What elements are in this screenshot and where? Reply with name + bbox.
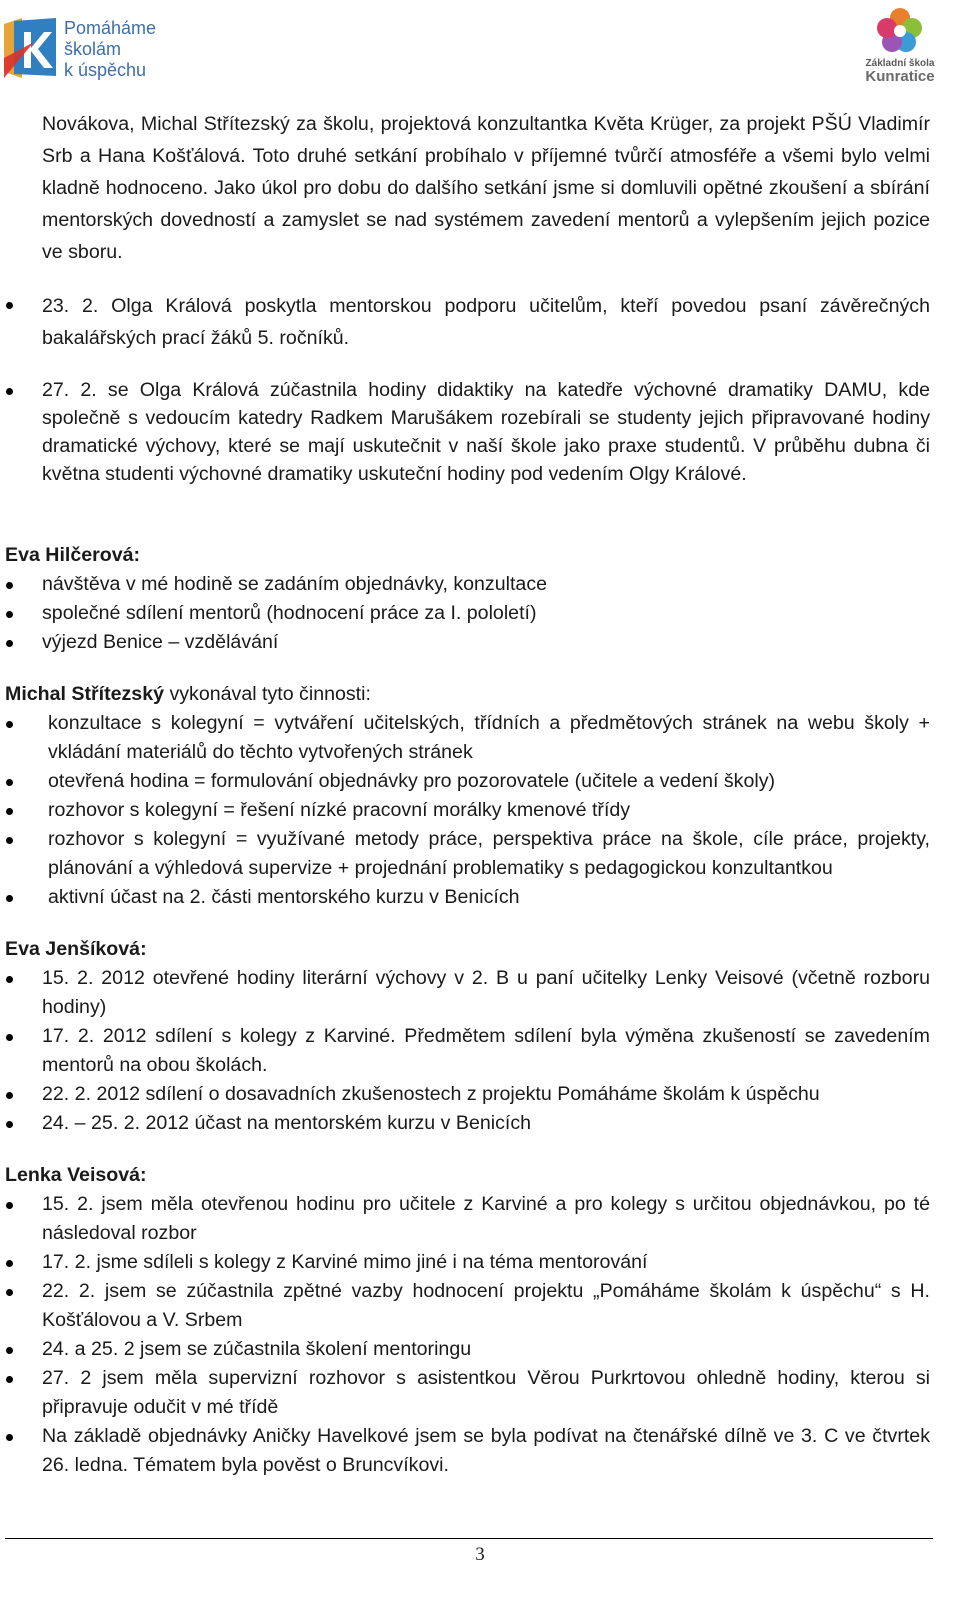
section-heading-stritezsky	[0, 679, 960, 709]
list-item: 17. 2. jsme sdíleli s kolegy z Karviné mimo jiné i na téma mentorování	[0, 1248, 930, 1277]
page-number: 3	[475, 1544, 485, 1565]
list-item: 27. 2. se Olga Králová zúčastnila hodiny didaktiky na katedře výchovné dramatiky DAMU, kde společně s vedoucím katedry Radkem Marušákem rozebírali se studenty jejich připravované hodiny dramatické výchovy, které se mají uskutečnit v naší škole jako praxe studentů. V průběhu dubna či května studenti výchovné dramatiky uskuteční hodiny pod vedením Olgy Králové.	[0, 376, 930, 488]
person-name: Eva Jenšíková:	[5, 938, 147, 960]
list-item: 24. a 25. 2 jsem se zúčastnila školení mentoringu	[0, 1335, 930, 1364]
list-item: společné sdílení mentorů (hodnocení práce za I. pololetí)	[0, 599, 930, 628]
top-activity-list	[0, 290, 960, 488]
list-item: rozhovor s kolegyní = řešení nízké pracovní morálky kmenové třídy	[0, 796, 930, 825]
person-name: Lenka Veisová:	[5, 1164, 147, 1186]
person-name: Michal Střítezský	[5, 683, 164, 705]
list-item: výjezd Benice – vzdělávání	[0, 628, 930, 657]
logo-school-type: Základní škola	[865, 58, 935, 69]
logo-line-2: školám	[64, 39, 122, 59]
flower-emblem-icon	[876, 6, 924, 56]
pomahame-skolam-logo	[4, 18, 164, 84]
heading-suffix: vykonával tyto činnosti:	[164, 683, 371, 705]
list-item: 22. 2. 2012 sdílení o dosavadních zkušenostech z projektu Pomáháme školám k úspěchu	[0, 1080, 930, 1109]
zs-kunratice-logo	[850, 6, 950, 86]
list-item: návštěva v mé hodině se zadáním objednávky, konzultace	[0, 570, 930, 599]
footer-divider	[5, 1538, 933, 1539]
logo-line-1: Pomáháme	[64, 18, 157, 38]
pomahame-skolam-wordmark	[64, 18, 156, 81]
list-item: 24. – 25. 2. 2012 účast na mentorském kurzu v Benicích	[0, 1109, 930, 1138]
list-item: Na základě objednávky Aničky Havelkové jsem se byla podívat na čtenářské dílně ve 3. C ve čtvrtek 26. ledna. Tématem byla pověst o Bruncvíkovi.	[0, 1422, 930, 1480]
section-heading-hilcerova	[0, 540, 960, 570]
list-item: rozhovor s kolegyní = využívané metody práce, perspektiva práce na škole, cíle práce, projekty, plánování a výhledová supervize + projednání problematiky s pedagogickou konzultantkou	[0, 825, 930, 883]
person-name: Eva Hilčerová:	[5, 544, 141, 566]
jensikova-list	[0, 964, 960, 1138]
list-item: 15. 2. 2012 otevřené hodiny literární výchovy v 2. B u paní učitelky Lenky Veisové (včetně rozboru hodiny)	[0, 964, 930, 1022]
pomahame-skolam-emblem-icon	[4, 18, 60, 78]
page-header	[0, 0, 960, 92]
stritezsky-list	[0, 709, 960, 912]
section-heading-veisova	[0, 1160, 960, 1190]
list-item: 22. 2. jsem se zúčastnila zpětné vazby hodnocení projektu „Pomáháme školám k úspěchu“ s H. Košťálovou a V. Srbem	[0, 1277, 930, 1335]
document-body	[0, 108, 960, 1480]
hilcerova-list	[0, 570, 960, 657]
intro-paragraph: Novákova, Michal Střítezský za školu, projektová konzultantka Květa Krüger, za projekt PŠÚ Vladimír Srb a Hana Košťálová. Toto druhé setkání probíhalo v příjemné tvůrčí atmosféře a všemi bylo velmi kladně hodnoceno. Jako úkol pro dobu do dalšího setkání jsme si domluvili opětné zkoušení a sbírání mentorských dovedností a zamyslet se nad systémem zavedení mentorů a vylepšením jejich pozice ve sboru.	[42, 113, 930, 263]
list-item: 27. 2 jsem měla supervizní rozhovor s asistentkou Věrou Purkrtovou ohledně hodiny, kterou si připravuje odučit v mé třídě	[0, 1364, 930, 1422]
list-item: 15. 2. jsem měla otevřenou hodinu pro učitele z Karviné a pro kolegy s určitou objednávkou, po té následoval rozbor	[0, 1190, 930, 1248]
list-item: aktivní účast na 2. části mentorského kurzu v Benicích	[0, 883, 930, 912]
list-item: 17. 2. 2012 sdílení s kolegy z Karviné. Předmětem sdílení byla výměna zkušeností se zavedením mentorů na obou školách.	[0, 1022, 930, 1080]
list-item: 23. 2. Olga Králová poskytla mentorskou podporu učitelům, kteří povedou psaní závěrečných bakalářských prací žáků 5. ročníků.	[0, 290, 930, 354]
section-heading-jensikova	[0, 934, 960, 964]
list-item: konzultace s kolegyní = vytváření učitelských, třídních a předmětových stránek na webu školy + vkládání materiálů do těchto vytvořených stránek	[0, 709, 930, 767]
logo-school-name: Kunratice	[865, 68, 935, 85]
list-item: otevřená hodina = formulování objednávky pro pozorovatele (učitele a vedení školy)	[0, 767, 930, 796]
veisova-list	[0, 1190, 960, 1480]
logo-line-3: k úspěchu	[64, 60, 147, 80]
